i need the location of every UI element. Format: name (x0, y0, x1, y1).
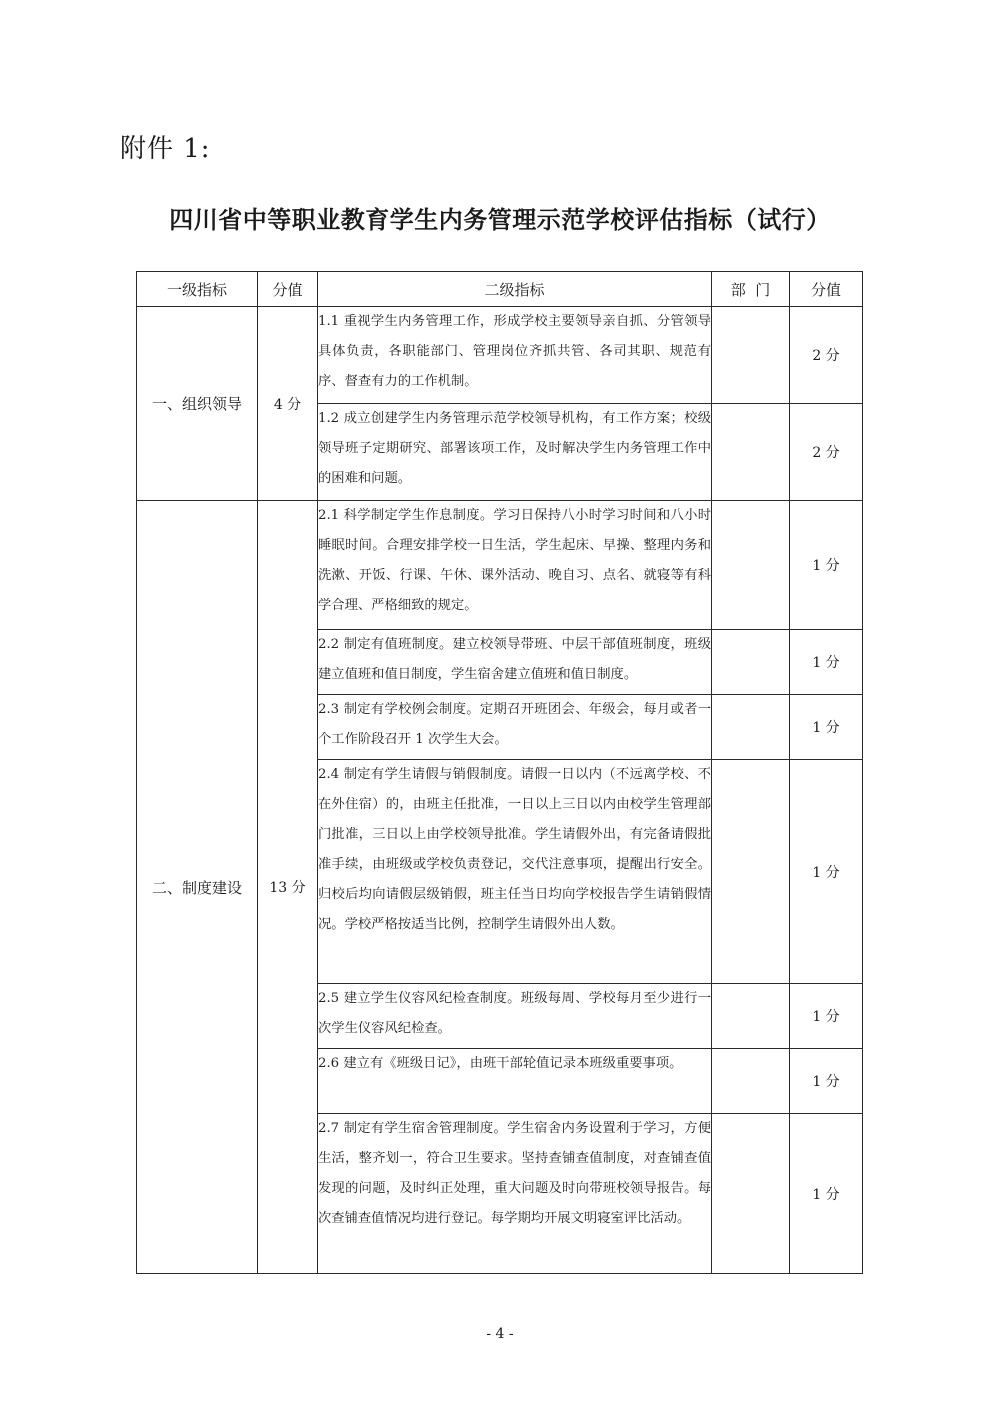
item-text: 2.3 制定有学校例会制度。定期召开班团会、年级会，每月或者一个工作阶段召开 1 次学生大会。 (318, 695, 712, 760)
item-score: 2 分 (790, 307, 863, 404)
item-department (712, 760, 790, 984)
item-text: 1.1 重视学生内务管理工作，形成学校主要领导亲自抓、分管领导具体负责，各职能部门、管理岗位齐抓共管、各司其职、规范有序、督查有力的工作机制。 (318, 307, 712, 404)
item-department (712, 984, 790, 1049)
item-score: 1 分 (790, 1114, 863, 1274)
header-item-score: 分值 (790, 272, 863, 307)
item-text: 1.2 成立创建学生内务管理示范学校领导机构，有工作方案；校级领导班子定期研究、部署该项工作，及时解决学生内务管理工作中的困难和问题。 (318, 404, 712, 501)
item-score: 2 分 (790, 404, 863, 501)
group-name: 一、组织领导 (137, 307, 258, 501)
evaluation-table (136, 271, 863, 1274)
header-department: 部 门 (712, 272, 790, 307)
item-department (712, 307, 790, 404)
header-level1: 一级指标 (137, 272, 258, 307)
header-level2: 二级指标 (318, 272, 712, 307)
attachment-label: 附件 1: (120, 134, 211, 164)
item-score: 1 分 (790, 984, 863, 1049)
item-score: 1 分 (790, 630, 863, 695)
item-score: 1 分 (790, 1049, 863, 1114)
item-text: 2.6 建立有《班级日记》，由班干部轮值记录本班级重要事项。 (318, 1049, 712, 1114)
item-department (712, 695, 790, 760)
item-text: 2.1 科学制定学生作息制度。学习日保持八小时学习时间和八小时睡眠时间。合理安排学校一日生活，学生起床、早操、整理内务和洗漱、开饭、行课、午休、课外活动、晚自习、点名、就寝等有科学合理、严格细致的规定。 (318, 501, 712, 630)
item-department (712, 404, 790, 501)
group-name: 二、制度建设 (137, 501, 258, 1274)
header-score: 分值 (258, 272, 318, 307)
group-score: 13 分 (258, 501, 318, 1274)
item-department (712, 630, 790, 695)
group-score: 4 分 (258, 307, 318, 501)
table-header-row (137, 272, 863, 307)
item-score: 1 分 (790, 695, 863, 760)
item-department (712, 501, 790, 630)
item-text: 2.5 建立学生仪容风纪检查制度。班级每周、学校每月至少进行一次学生仪容风纪检查。 (318, 984, 712, 1049)
item-department (712, 1114, 790, 1274)
item-text: 2.2 制定有值班制度。建立校领导带班、中层干部值班制度，班级建立值班和值日制度，学生宿舍建立值班和值日制度。 (318, 630, 712, 695)
page-number: - 4 - (486, 1326, 514, 1342)
item-department (712, 1049, 790, 1114)
item-score: 1 分 (790, 501, 863, 630)
table-row (137, 307, 863, 404)
item-score: 1 分 (790, 760, 863, 984)
document-title: 四川省中等职业教育学生内务管理示范学校评估指标（试行） (169, 206, 831, 234)
item-text: 2.7 制定有学生宿舍管理制度。学生宿舍内务设置利于学习，方便生活，整齐划一，符合卫生要求。坚持查铺查值制度，对查铺查值发现的问题，及时纠正处理，重大问题及时向带班校领导报告。每次查铺查值情况均进行登记。每学期均开展文明寝室评比活动。 (318, 1114, 712, 1274)
item-text: 2.4 制定有学生请假与销假制度。请假一日以内（不远离学校、不在外住宿）的，由班主任批准，一日以上三日以内由校学生管理部门批准，三日以上由学校领导批准。学生请假外出，有完备请假批准手续，由班级或学校负责登记，交代注意事项，提醒出行安全。归校后均向请假层级销假，班主任当日均向学校报告学生请销假情况。学校严格按适当比例，控制学生请假外出人数。 (318, 760, 712, 984)
table-row (137, 501, 863, 630)
